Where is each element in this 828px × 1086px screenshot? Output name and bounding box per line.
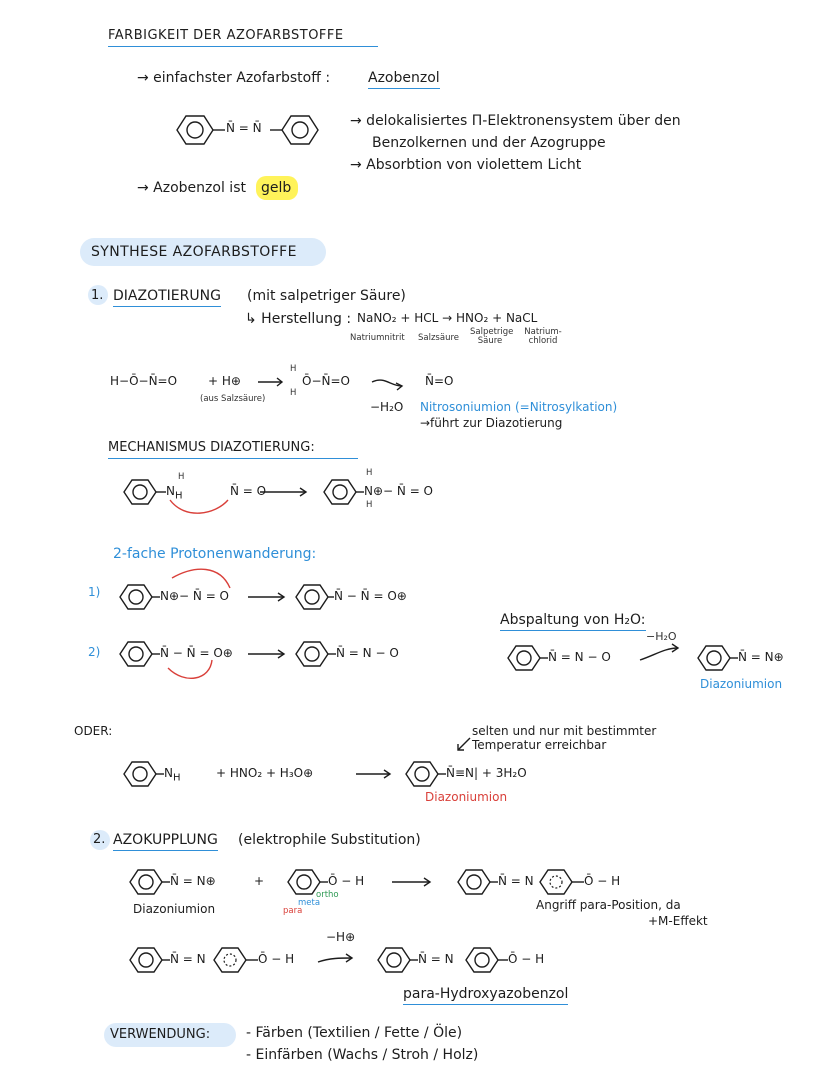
mech-amine: $N_H$ [166,484,183,502]
nitrosonium-note: →führt zur Diazotierung [420,416,563,430]
abspaltung-left: N̄ = N − O [548,650,611,664]
label-natriumchlorid: Natrium-chlorid [524,327,562,346]
abspaltung-right: N̄ = N⊕ [738,650,784,664]
intro-text: → einfachster Azofarbstoff : [137,70,331,86]
section-title-synthese: SYNTHESE AZOFARBSTOFFE [91,244,297,260]
abspaltung-water: −H₂O [646,630,677,643]
row2-left: N̄ − N̄ = O⊕ [160,646,233,660]
mech-product: N⊕− N̄ = O [364,484,434,498]
eq1-water: −H₂O [370,400,404,414]
yellow-text: → Azobenzol ist [137,180,246,196]
oder-note-1: selten und nur mit bestimmter [472,724,657,738]
herstellung-label: ↳ Herstellung : [245,311,352,327]
kup2-minus-h: −H⊕ [326,930,356,944]
step2-number: 2. [93,832,106,847]
eq1-left: H−Ō−N̄=O [110,374,178,388]
step1-title: DIAZOTIERUNG [113,288,221,307]
kup2-left: N̄ = N [170,952,206,966]
row2-right: N̄ = N − O [336,646,399,660]
oder-amine: $N_H$ [164,766,181,784]
oder-label: ODER: [74,724,113,738]
verwendung-item-2: - Einfärben (Wachs / Stroh / Holz) [246,1047,479,1063]
step1-number: 1. [91,288,104,303]
intro-name: Azobenzol [368,70,440,89]
mech-prod-h2: H [366,500,373,510]
bullet-absorption: → Absorbtion von violettem Licht [350,157,582,173]
pos-para: para [283,906,303,916]
row1-right: N̄ − N̄ = O⊕ [334,589,407,603]
label-natriumnitrit: Natriumnitrit [350,333,405,343]
kup2-left-oh: Ō − H [258,952,295,966]
step-label-1: 1) [88,585,101,599]
kup-intermediate: N̄ = N [498,874,534,888]
eq1-h-top: H [290,364,297,374]
proton-title: 2-fache Protonenwanderung: [113,546,317,562]
step-label-2: 2) [88,645,101,659]
product-name: para-Hydroxyazobenzol [403,986,568,1005]
yellow-word: gelb [261,180,292,196]
oder-note-2: Temperatur erreichbar [472,738,607,752]
verwendung-item-1: - Färben (Textilien / Fette / Öle) [246,1025,463,1041]
eq1-plus: + H⊕ [208,374,241,388]
diazonium-label-2: Diazoniumion [425,790,508,804]
pos-meta: meta [298,898,321,908]
eq1-h-bottom: H [290,388,297,398]
label-salpetrige: Salpetrige Säure [470,327,514,346]
kup-phenol-oh: Ō − H [328,874,365,888]
mech-h: H [178,472,185,482]
eq1-note: (aus Salzsäure) [200,394,266,404]
label-salzsaeure: Salzsäure [418,333,459,343]
bullet-delocalized-cont: Benzolkernen und der Azogruppe [372,135,606,151]
kup2-product-oh: Ō − H [508,952,545,966]
mech-prod-h1: H [366,468,373,478]
abspaltung-title: Abspaltung von H₂O: [500,612,646,631]
angriff-1: Angriff para-Position, da [536,898,681,912]
kup2-product: N̄ = N [418,952,454,966]
azo-group: N̄ = N̄ [226,121,262,135]
verwendung-label: VERWENDUNG: [110,1027,211,1042]
section-title-farbigkeit: FARBIGKEIT DER AZOFARBSTOFFE [108,28,344,43]
diazonium-label-3: Diazoniumion [133,902,216,916]
mechanism-title: MECHANISMUS DIAZOTIERUNG: [108,440,315,455]
angriff-2: +M-Effekt [648,914,708,928]
row1-left: N⊕− N̄ = O [160,589,230,603]
step2-title: AZOKUPPLUNG [113,832,218,851]
step1-subtitle: (mit salpetriger Säure) [247,288,406,304]
step2-subtitle: (elektrophile Substitution) [238,832,421,848]
eq1-right: N̄=O [425,374,454,388]
oder-product: N̄≡N| + 3H₂O [446,766,527,780]
herstellung-equation: NaNO₂ + HCL → HNO₂ + NaCL [357,311,538,325]
mech-nitrosonium: N̄ = O [230,484,267,498]
eq1-mid: Ō−N̄=O [302,374,350,388]
bullet-delocalized: → delokalisiertes Π-Elektronensystem über den [350,113,681,129]
nitrosonium-label: Nitrosoniumion (=Nitrosylkation) [420,400,618,414]
kup-intermediate-oh: Ō − H [584,874,621,888]
kup-diazonium: N̄ = N⊕ [170,874,216,888]
oder-reagents: + HNO₂ + H₃O⊕ [216,766,314,780]
diazonium-label-1: Diazoniumion [700,677,783,691]
kup-plus: + [254,874,265,888]
pos-ortho: ortho [316,890,339,900]
